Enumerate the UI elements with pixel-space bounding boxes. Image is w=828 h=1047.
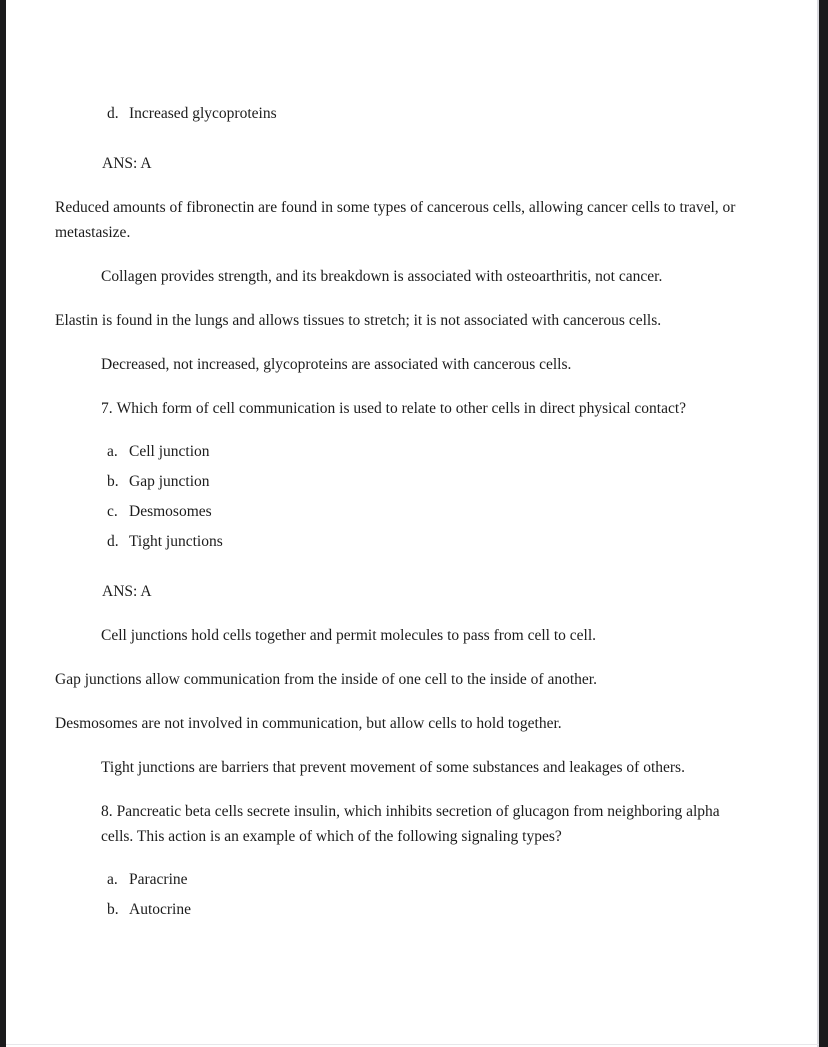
option-letter: c. [107,503,118,520]
rationale-paragraph: Cell junctions hold cells together and permit molecules to pass from cell to cell. [101,627,597,644]
option-letter: a. [107,871,118,888]
option-letter: a. [107,443,118,460]
question-body: Pancreatic beta cells secrete insulin, which inhibits secretion of glucagon from neighboring alpha cells. This action is an example of which of the following signaling types? [101,803,720,845]
rationale-paragraph: Gap junctions allow communication from the inside of one cell to the inside of another. [55,671,597,688]
answer-option [107,469,753,494]
option-letter: d. [107,533,119,550]
option-text: Desmosomes [129,503,212,520]
rationale-paragraph: Tight junctions are barriers that prevent movement of some substances and leakages of others. [101,759,685,776]
question-number: 7. [101,400,113,417]
option-text: Tight junctions [129,533,223,550]
option-text: Increased glycoproteins [129,105,277,122]
rationale-paragraph: Collagen provides strength, and its breakdown is associated with osteoarthritis, not cancer. [101,268,663,285]
option-text: Cell junction [129,443,210,460]
option-letter: b. [107,473,119,490]
question-body: Which form of cell communication is used to relate to other cells in direct physical contact? [116,400,687,417]
answer-option [107,867,753,892]
answer-line: ANS: A [102,583,152,600]
answer-line: ANS: A [102,155,152,172]
right-edge-bar [817,0,828,1047]
rationale-paragraph: Reduced amounts of fibronectin are found in some types of cancerous cells, allowing cancer cells to travel, or metastasize. [55,199,736,241]
question-text [101,799,753,849]
question-number: 8. [101,803,113,820]
answer-option [107,897,753,922]
rationale-paragraph: Decreased, not increased, glycoproteins are associated with cancerous cells. [101,356,572,373]
question-text [101,396,753,421]
answer-option [107,101,753,126]
option-text: Autocrine [129,901,191,918]
answer-option [107,499,753,524]
option-text: Gap junction [129,473,210,490]
rationale-paragraph: Elastin is found in the lungs and allows tissues to stretch; it is not associated with cancerous cells. [55,312,662,329]
answer-option [107,439,753,464]
option-letter: d. [107,105,119,122]
option-text: Paracrine [129,871,188,888]
option-letter: b. [107,901,119,918]
document-page [6,0,817,1047]
rationale-paragraph: Desmosomes are not involved in communication, but allow cells to hold together. [55,715,562,732]
answer-option [107,529,753,554]
